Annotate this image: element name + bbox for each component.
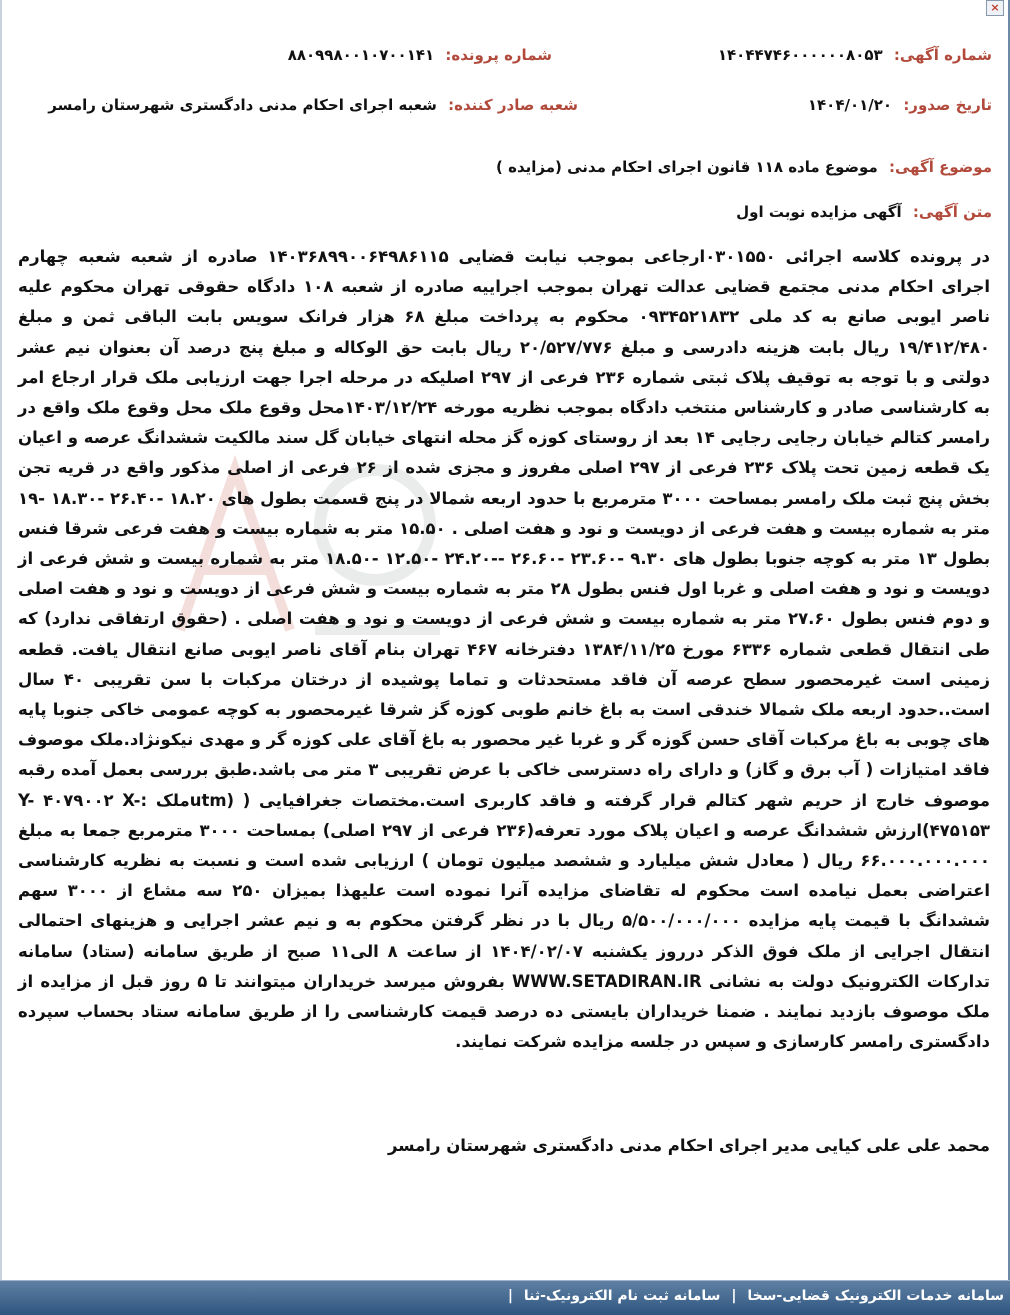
issue-date-label: تاریخ صدور: [903,96,992,114]
close-button[interactable] [986,0,1004,16]
signature: محمد علی علی کیایی مدیر اجرای احکام مدنی دادگستری شهرستان رامسر [388,1136,990,1155]
issue-date [808,94,992,116]
footer-link-sana[interactable]: سامانه ثبت نام الکترونیک-ثنا [523,1288,721,1304]
footer-separator-end: | [507,1288,513,1304]
notice-number-label: شماره آگهی: [893,46,992,64]
issuing-branch [48,94,578,116]
footer-bar [0,1280,1010,1315]
footer-separator: | [731,1288,737,1304]
text-value: آگهی مزایده نوبت اول [736,203,902,221]
subject-value: موضوع ماده ۱۱۸ قانون اجرای احکام مدنی (مزایده ) [496,158,878,176]
text-label: متن آگهی: [912,203,992,221]
issuing-branch-value: شعبه اجرای احکام مدنی دادگستری شهرستان رامسر [48,96,437,114]
subject-label: موضوع آگهی: [888,158,992,176]
footer-links [502,1288,1004,1304]
notice-text-heading [736,201,992,223]
case-number-value: ۸۸۰۹۹۸۰۰۱۰۷۰۰۱۴۱ [287,46,435,64]
case-number [288,44,552,66]
notice-body [18,242,990,1057]
notice-number-value: ۱۴۰۴۴۷۴۶۰۰۰۰۰۰۸۰۵۳ [717,46,883,64]
issue-date-value: ۱۴۰۴/۰۱/۲۰ [807,96,893,114]
notice-body-text: در پرونده کلاسه اجرائی ۰۳۰۱۵۵۰ارجاعی بموجب نیابت قضایی ۱۴۰۳۶۸۹۹۰۰۶۴۹۸۶۱۱۵ صادره از شعبه شعبه چهارم اجرای احکام مدنی مجتمع قضایی عدالت تهران بموجب اجراییه صادره از شعبه ۱۰۸ دادگاه حقوقی تهران محکوم علیه ناصر ایوبی صانع به کد ملی ۰۹۳۴۵۲۱۸۳۲ محکوم به پرداخت مبلغ ۶۸ هزار فرانک سویس بابت الباقی ثمن و مبلغ ۱۹/۴۱۲/۴۸۰ ریال بابت هزینه دادرسی و مبلغ ۲۰/۵۲۷/۷۷۶ ریال بابت حق الوکاله و مبلغ پنج درصد آن بعنوان نیم عشر دولتی و با توجه به توقیف پلاک ثبتی شماره ۲۳۶ فرعی از ۲۹۷ اصلیکه در مرحله اجرا جهت ارزیابی ملک قرار ارجاع امر به کارشناسی صادر و کارشناس منتخب دادگاه بموجب نظریه مورخه ۱۴۰۳/۱۲/۲۴محل وقوع ملک محل وقوع ملک واقع در رامسر کتالم خیابان رجایی رجایی ۱۴ بعد از روستای کوزه گز محله انتهای خیابان گل سند مالکیت ششدانگ عرصه و اعیان یک قطعه زمین تحت پلاک ۲۳۶ فرعی از ۲۹۷ اصلی مفروز و مجزی شده از ۲۶ فرعی از اصلی مذکور واقع در قریه تجن بخش پنج ثبت ملک رامسر بمساحت ۳۰۰۰ مترمربع با حدود اربعه شمالا در پنج قسمت بطول های ۱۸.۲۰ -۲۶.۴۰ -۱۸.۳۰ -۱۹ متر به شماره بیست و هفت فرعی از دویست و نود و هفت اصلی . ۱۵.۵۰ متر به شماره بیست و هفت فرعی شرقا فنس بطول ۱۳ متر به کوچه جنوبا بطول های ۹.۳۰ -۲۳.۶۰ -۲۶.۶۰ --۲۴.۲۰ -۱۲.۵۰ -۱۸.۵۰ متر به شماره بیست و شش فرعی از دویست و نود و هفت اصلی و غربا اول فنس بطول ۲۸ متر به شماره بیست و شش فرعی از دویست و نود و هفت اصلی و دوم فنس بطول ۲۷.۶۰ متر به شماره بیست و شش فرعی از دویست و نود و هفت اصلی . (حقوق ارتفاقی ندارد) که طی انتقال قطعی شماره ۶۳۳۶ مورخ ۱۳۸۴/۱۱/۲۵ دفترخانه ۴۶۷ تهران بنام آقای ناصر ایوبی صانع انتقال یافت. قطعه زمینی است غیرمحصور سطح عرصه آن فاقد مستحدثات و تماما پوشیده از درختان مرکبات با سن تقریبی ۴۰ سال است..حدود اربعه ملک شمالا خندقی است به باغ خانم طوبی کوزه گز شرقا غیرمحصور به کوچه عمومی خاکی جنوبا پایه های چوبی به باغ مرکبات آقای حسن گوزه گر و غربا غیر محصور به باغ آقای علی کوزه گر و مهدی نیکونژاد.ملک موصوف فاقد امتیازات ( آب برق و گاز) و دارای راه دسترسی خاکی با عرض تقریبی ۳ متر می باشد.طبق بررسی بعمل آمده رقبه موصوف خارج از حریم شهر کتالم قرار گرفته و فاقد کاربری است.مختصات جغرافیایی ( (utmملک :Y- ۴۰۷۹۰۰۲ X- ۴۷۵۱۵۳)ارزش ششدانگ عرصه و اعیان پلاک مورد تعرفه(۲۳۶ فرعی از ۲۹۷ اصلی) بمساحت ۳۰۰۰ مترمربع جمعا به مبلغ ۶۶.۰۰۰.۰۰۰.۰۰۰ ریال ( معادل شش میلیارد و ششصد میلیون تومان ) ارزیابی شده است و نسبت به نظریه کارشناسی اعتراضی بعمل نیامده است محکوم له تقاضای مزایده آنرا نموده است علیهذا بمیزان ۲۵۰ سه مشاع از ۳۰۰۰ سهم ششدانگ با قیمت پایه مزایده ۵/۵۰۰/۰۰۰/۰۰۰ ریال با در نظر گرفتن محکوم به و نیم عشر اجرایی و هزینهای احتمالی انتقال اجرایی از ملک فوق الذکر درروز یکشنبه ۱۴۰۴/۰۲/۰۷ از ساعت ۸ الی۱۱ صبح از طریق سامانه (ستاد) سامانه تدارکات الکترونیک دولت به نشانی WWW.SETADIRAN.IR بفروش میرسد خریداران میتوانند تا ۵ روز قبل از مزایده از ملک موصوف بازدید نمایند . ضمنا خریداران بایستی ده درصد قیمت کارشناسی را از طریق سامانه ستاد بحساب سپرده دادگستری رامسر کارسازی و سپس در جلسه مزایده شرکت نمایند. [18,247,991,1052]
case-number-label: شماره پرونده: [445,46,552,64]
notice-number [718,44,992,66]
close-icon: × [990,1,1000,14]
footer-link-sakha[interactable]: سامانه خدمات الکترونیک قضایی-سخا [747,1288,1004,1304]
issuing-branch-label: شعبه صادر کننده: [448,96,578,114]
notice-subject [496,156,992,178]
